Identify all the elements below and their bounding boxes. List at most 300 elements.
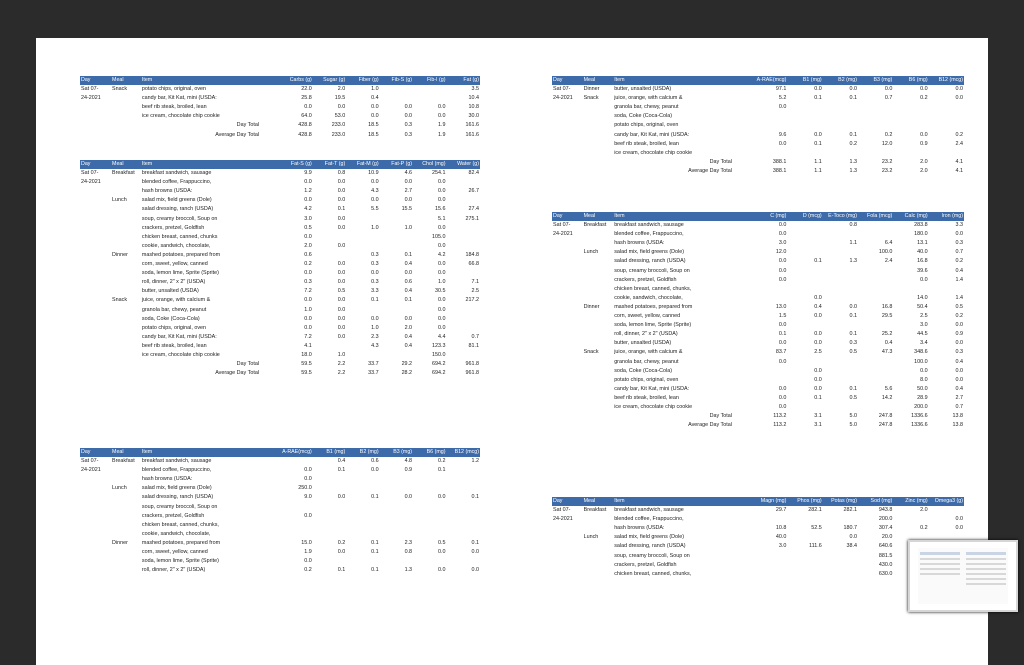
value-cell: 1.3 xyxy=(404,567,413,574)
value-cell: 25.2 xyxy=(881,331,893,338)
value-cell xyxy=(787,149,822,158)
day-cell xyxy=(80,530,111,539)
viewer-top-bar xyxy=(0,0,1024,22)
meal-cell xyxy=(111,187,141,196)
value-cell: 0.0 xyxy=(955,231,963,238)
item-cell: candy bar, Kit Kat, mini (USDA: xyxy=(141,333,217,340)
table-row xyxy=(80,251,480,260)
value-cell: 0.0 xyxy=(955,525,963,532)
value-cell: 0.1 xyxy=(337,206,346,213)
day-cell xyxy=(552,358,583,367)
value-cell: 0.4 xyxy=(884,340,893,347)
value-cell xyxy=(413,557,446,566)
value-cell: 3.4 xyxy=(920,340,928,347)
value-cell: 0.0 xyxy=(404,197,413,204)
value-cell xyxy=(823,267,858,276)
item-cell: mashed potatoes, prepared from xyxy=(614,303,693,310)
value-cell xyxy=(446,233,480,242)
value-cell: 0.6 xyxy=(371,458,379,465)
meal-cell xyxy=(583,421,614,430)
value-cell: 0.1 xyxy=(471,539,479,546)
value-cell: 13.8 xyxy=(952,422,963,429)
value-cell: 4.1 xyxy=(304,342,312,349)
value-cell: 0.7 xyxy=(955,249,963,256)
meal-cell xyxy=(111,548,141,557)
day-cell xyxy=(80,296,111,305)
carbs-fat-table xyxy=(80,76,480,140)
day-cell xyxy=(552,394,583,403)
value-cell: 0.7 xyxy=(471,333,479,340)
meal-cell xyxy=(583,312,614,321)
column-header: Item xyxy=(613,497,738,506)
column-header: Meal xyxy=(111,448,141,457)
value-cell: 0.2 xyxy=(304,567,312,574)
value-cell xyxy=(313,475,346,484)
value-cell: 3.3 xyxy=(371,288,379,295)
table-row xyxy=(80,233,480,242)
day-cell xyxy=(80,131,111,140)
meal-cell: Breakfast xyxy=(583,222,607,229)
value-cell xyxy=(858,121,893,130)
value-cell: 4.1 xyxy=(955,167,963,174)
value-cell: 111.6 xyxy=(809,543,822,550)
item-cell: juice, orange, with calcium & xyxy=(614,95,683,102)
item-cell: crackers, pretzel, Goldfish xyxy=(141,512,205,519)
value-cell xyxy=(446,324,480,333)
day-cell xyxy=(552,303,583,312)
day-cell xyxy=(80,205,111,214)
value-cell: 0.9 xyxy=(404,467,413,474)
value-cell xyxy=(823,294,858,303)
value-cell: 0.0 xyxy=(849,534,858,541)
value-cell xyxy=(380,85,413,94)
value-cell: 2.0 xyxy=(920,507,928,514)
meal-cell xyxy=(111,360,141,369)
meal-cell xyxy=(111,112,141,121)
day-cell: 24-2021 xyxy=(553,516,573,523)
total-row xyxy=(80,369,480,378)
value-cell: 2.5 xyxy=(814,349,822,356)
table-row xyxy=(80,112,480,121)
table-row xyxy=(552,131,964,140)
value-cell: 0.0 xyxy=(920,367,928,374)
value-cell: 0.0 xyxy=(778,403,787,410)
value-cell: 29.7 xyxy=(775,507,787,514)
column-header: D (mcg) xyxy=(787,212,822,221)
value-cell: 0.3 xyxy=(849,340,858,347)
value-cell xyxy=(823,103,858,112)
value-cell: 0.2 xyxy=(884,131,893,138)
value-cell: 2.0 xyxy=(304,242,312,249)
meal-cell: Snack xyxy=(583,95,599,102)
day-cell xyxy=(552,376,583,385)
value-cell xyxy=(446,351,480,360)
value-cell: 0.0 xyxy=(437,104,446,111)
value-cell: 0.0 xyxy=(437,261,446,268)
meal-cell xyxy=(583,394,614,403)
value-cell: 3.0 xyxy=(778,240,787,247)
table-header-row xyxy=(80,448,480,457)
day-cell xyxy=(80,557,111,566)
day-cell xyxy=(80,484,111,493)
item-cell: cookie, sandwich, chocolate, xyxy=(614,294,683,301)
meal-cell xyxy=(583,561,614,570)
item-cell: blended coffee, Frappuccino, xyxy=(614,516,684,523)
value-cell: 2.5 xyxy=(471,288,479,295)
table-row xyxy=(80,566,480,575)
value-cell: 0.0 xyxy=(814,376,822,383)
day-cell xyxy=(552,285,583,294)
table-row xyxy=(80,306,480,315)
table-header-row xyxy=(80,160,480,169)
value-cell: 388.1 xyxy=(772,158,787,165)
item-cell: Day Total xyxy=(709,158,732,165)
column-header: B2 (mg) xyxy=(823,76,858,85)
day-cell xyxy=(80,548,111,557)
value-cell: 5.6 xyxy=(884,385,893,392)
item-cell: beef rib steak, broiled, lean xyxy=(141,104,207,111)
item-cell: crackers, pretzel, Goldfish xyxy=(614,276,677,283)
meal-cell xyxy=(583,552,614,561)
value-cell xyxy=(313,233,346,242)
value-cell xyxy=(858,321,893,330)
value-cell xyxy=(413,512,446,521)
value-cell: 28.2 xyxy=(401,370,413,377)
meal-cell xyxy=(111,224,141,233)
value-cell: 0.0 xyxy=(778,340,787,347)
value-cell: 33.7 xyxy=(368,361,379,368)
value-cell: 7.2 xyxy=(304,288,312,295)
value-cell xyxy=(858,403,893,412)
day-cell xyxy=(80,324,111,333)
item-cell: potato chips, original, oven xyxy=(614,376,679,383)
value-cell xyxy=(787,570,822,579)
value-cell: 100.0 xyxy=(914,358,928,365)
value-cell xyxy=(738,121,787,130)
meal-cell xyxy=(111,530,141,539)
column-header: Item xyxy=(613,76,738,85)
value-cell: 0.0 xyxy=(955,322,963,329)
column-header: Fola (mcg) xyxy=(858,212,893,221)
column-header: Day xyxy=(552,212,583,221)
meal-cell: Snack xyxy=(112,297,128,304)
item-cell: candy bar, Kit Kat, mini (USDA: xyxy=(614,385,690,392)
value-cell: 0.2 xyxy=(304,261,312,268)
value-cell: 0.5 xyxy=(437,539,446,546)
meal-cell xyxy=(111,278,141,287)
page-thumbnail-navigator[interactable] xyxy=(908,540,1018,612)
value-cell: 26.7 xyxy=(468,188,479,195)
value-cell: 22.0 xyxy=(301,86,312,93)
meal-cell xyxy=(111,493,141,502)
day-cell xyxy=(80,269,111,278)
meal-cell xyxy=(583,542,614,551)
value-cell: 2.0 xyxy=(920,167,928,174)
value-cell: 82.4 xyxy=(468,170,479,177)
value-cell: 0.1 xyxy=(849,95,858,102)
value-cell xyxy=(380,233,413,242)
value-cell xyxy=(413,94,446,103)
value-cell: 47.3 xyxy=(881,349,893,356)
value-cell: 15.6 xyxy=(434,206,446,213)
value-cell: 0.0 xyxy=(920,276,928,283)
value-cell: 4.2 xyxy=(437,251,446,258)
value-cell: 0.0 xyxy=(920,131,928,138)
item-cell: salad dressing, ranch (USDA) xyxy=(614,543,686,550)
value-cell xyxy=(858,358,893,367)
value-cell: 0.4 xyxy=(404,342,413,349)
day-cell xyxy=(80,242,111,251)
value-cell xyxy=(858,230,893,239)
value-cell: 0.0 xyxy=(955,340,963,347)
day-cell xyxy=(552,412,583,421)
value-cell: 0.0 xyxy=(371,315,379,322)
item-cell: butter, unsalted (USDA) xyxy=(614,340,672,347)
nutrition-table xyxy=(80,448,480,575)
meal-cell: Lunch xyxy=(112,485,127,492)
value-cell: 282.1 xyxy=(808,507,822,514)
day-cell xyxy=(552,103,583,112)
value-cell: 0.0 xyxy=(920,86,928,93)
value-cell: 23.2 xyxy=(881,158,893,165)
day-cell xyxy=(80,251,111,260)
item-cell: ice cream, chocolate chip cookie xyxy=(141,113,220,120)
meal-cell xyxy=(111,351,141,360)
vitamins-b-continued-table xyxy=(552,76,964,176)
value-cell xyxy=(413,484,446,493)
column-header: Meal xyxy=(583,212,614,221)
value-cell xyxy=(380,475,413,484)
value-cell: 0.2 xyxy=(849,140,858,147)
value-cell: 1.4 xyxy=(955,276,963,283)
value-cell xyxy=(893,121,928,130)
item-cell: ice cream, chocolate chip cookie xyxy=(614,149,693,156)
value-cell: 4.3 xyxy=(371,188,379,195)
meal-cell xyxy=(111,178,141,187)
day-cell xyxy=(80,360,111,369)
value-cell: 1.2 xyxy=(304,188,312,195)
meal-cell xyxy=(111,287,141,296)
item-cell: soup, creamy broccoli, Soup on xyxy=(614,267,690,274)
table-row xyxy=(80,224,480,233)
value-cell: 0.8 xyxy=(849,222,858,229)
value-cell xyxy=(787,230,822,239)
meal-cell xyxy=(111,466,141,475)
day-cell: Sat 07- xyxy=(553,222,571,229)
meal-cell: Breakfast xyxy=(112,458,135,465)
value-cell xyxy=(413,521,446,530)
meal-cell: Lunch xyxy=(112,197,127,204)
item-cell: juice, orange, with calcium & xyxy=(614,349,683,356)
table-row xyxy=(80,242,480,251)
value-cell: 0.5 xyxy=(337,288,346,295)
total-row xyxy=(552,167,964,176)
value-cell: 10.8 xyxy=(775,525,787,532)
day-cell xyxy=(552,312,583,321)
value-cell xyxy=(313,521,346,530)
table-row xyxy=(552,103,964,112)
value-cell: 0.1 xyxy=(849,331,858,338)
column-header: Fat (g) xyxy=(446,76,480,85)
minerals-omega-table xyxy=(552,497,964,579)
column-header: B3 (mg) xyxy=(858,76,893,85)
item-cell: breakfast sandwich, sausage xyxy=(141,170,212,177)
day-cell xyxy=(80,315,111,324)
value-cell: 0.0 xyxy=(337,279,346,286)
day-cell: Sat 07- xyxy=(81,170,99,177)
value-cell xyxy=(929,121,964,130)
table-row xyxy=(552,339,964,348)
value-cell: 0.0 xyxy=(437,179,446,186)
value-cell: 0.0 xyxy=(437,242,446,249)
value-cell: 18.5 xyxy=(368,122,379,129)
meal-cell: Dinner xyxy=(112,251,128,258)
value-cell: 161.6 xyxy=(465,131,479,138)
value-cell: 59.5 xyxy=(301,370,312,377)
value-cell: 5.5 xyxy=(371,206,379,213)
value-cell: 2.2 xyxy=(337,361,346,368)
column-header: Phos (mg) xyxy=(787,497,822,506)
value-cell: 20.0 xyxy=(881,534,893,541)
meal-cell xyxy=(111,121,141,130)
value-cell: 0.3 xyxy=(404,122,413,129)
column-header: Day xyxy=(552,76,583,85)
day-cell xyxy=(552,321,583,330)
item-cell: butter, unsalted (USDA) xyxy=(614,86,672,93)
value-cell: 3.1 xyxy=(814,422,822,429)
column-header: A-RAE(mcg) xyxy=(738,76,787,85)
item-cell: granola bar, chewy, peanut xyxy=(614,358,679,365)
value-cell xyxy=(313,251,346,260)
item-cell: potato chips, original, oven xyxy=(614,122,679,129)
value-cell: 0.1 xyxy=(778,331,787,338)
value-cell: 961.8 xyxy=(465,370,479,377)
value-cell: 50.0 xyxy=(917,385,928,392)
value-cell: 0.1 xyxy=(337,467,346,474)
value-cell: 12.0 xyxy=(881,140,893,147)
meal-cell xyxy=(583,131,614,140)
value-cell xyxy=(787,239,822,248)
day-cell: Sat 07- xyxy=(81,86,99,93)
value-cell xyxy=(265,457,313,466)
column-header: Sugar (g) xyxy=(313,76,346,85)
value-cell: 283.8 xyxy=(914,222,928,229)
column-header: Meal xyxy=(111,76,141,85)
value-cell: 0.0 xyxy=(337,324,346,331)
meal-cell: Breakfast xyxy=(112,170,135,177)
value-cell: 5.0 xyxy=(849,422,858,429)
value-cell: 0.0 xyxy=(404,104,413,111)
value-cell: 30.0 xyxy=(468,113,479,120)
day-cell xyxy=(80,287,111,296)
meal-cell xyxy=(583,267,614,276)
value-cell: 4.2 xyxy=(304,206,312,213)
table-row xyxy=(552,285,964,294)
item-cell: salad mix, field greens (Dole) xyxy=(141,197,212,204)
table-row xyxy=(552,552,964,561)
value-cell: 0.6 xyxy=(304,251,312,258)
value-cell: 4.6 xyxy=(404,170,413,177)
value-cell xyxy=(313,342,346,351)
vitamins-minerals-table xyxy=(552,212,964,430)
value-cell: 0.0 xyxy=(337,261,346,268)
value-cell: 0.0 xyxy=(778,258,787,265)
value-cell: 0.0 xyxy=(778,394,787,401)
item-cell: granola bar, chewy, peanut xyxy=(141,306,207,313)
value-cell: 0.0 xyxy=(849,86,858,93)
value-cell: 3.0 xyxy=(304,215,312,222)
meal-cell xyxy=(583,524,614,533)
column-header: A-RAE(mcg) xyxy=(265,448,313,457)
value-cell xyxy=(265,521,313,530)
column-header: Meal xyxy=(583,76,614,85)
value-cell: 1.1 xyxy=(814,158,822,165)
value-cell xyxy=(929,285,964,294)
meal-cell xyxy=(583,239,614,248)
value-cell xyxy=(823,561,858,570)
value-cell: 0.4 xyxy=(404,261,413,268)
value-cell: 0.0 xyxy=(371,197,379,204)
column-header: Fat-M (g) xyxy=(346,160,379,169)
value-cell: 12.0 xyxy=(775,249,787,256)
value-cell xyxy=(446,224,480,233)
value-cell xyxy=(446,315,480,324)
value-cell: 0.0 xyxy=(371,113,379,120)
value-cell: 0.0 xyxy=(337,549,346,556)
value-cell: 4.3 xyxy=(371,342,379,349)
item-cell: blended coffee, Frappuccino, xyxy=(141,467,212,474)
value-cell xyxy=(446,484,480,493)
value-cell xyxy=(413,85,446,94)
meal-cell xyxy=(111,521,141,530)
column-header: Day xyxy=(80,160,111,169)
meal-cell: Dinner xyxy=(112,539,128,546)
table-row xyxy=(80,196,480,205)
column-header: Meal xyxy=(583,497,614,506)
table-row xyxy=(80,512,480,521)
value-cell: 254.1 xyxy=(431,170,446,177)
value-cell: 180.0 xyxy=(914,231,928,238)
value-cell xyxy=(787,121,822,130)
value-cell xyxy=(893,103,928,112)
day-cell xyxy=(552,121,583,130)
value-cell: 97.1 xyxy=(775,86,787,93)
value-cell: 0.7 xyxy=(884,95,893,102)
value-cell: 0.0 xyxy=(304,512,312,519)
column-header: B6 (mg) xyxy=(413,448,446,457)
total-row xyxy=(552,158,964,167)
total-row xyxy=(80,131,480,140)
value-cell: 0.0 xyxy=(437,549,446,556)
value-cell: 0.9 xyxy=(920,140,928,147)
meal-cell xyxy=(583,385,614,394)
item-cell: soda, Coke (Coca-Cola) xyxy=(614,113,673,120)
column-header: B3 (mg) xyxy=(380,448,413,457)
day-cell xyxy=(80,196,111,205)
value-cell xyxy=(823,112,858,121)
value-cell: 0.5 xyxy=(849,394,858,401)
value-cell xyxy=(346,475,379,484)
table-row xyxy=(552,367,964,376)
column-header: Day xyxy=(552,497,583,506)
column-header: Carbs (g) xyxy=(265,76,313,85)
value-cell: 0.4 xyxy=(371,95,379,102)
value-cell xyxy=(446,269,480,278)
meal-cell xyxy=(583,276,614,285)
item-cell: crackers, pretzel, Goldfish xyxy=(614,561,677,568)
item-cell: crackers, pretzel, Goldfish xyxy=(141,224,205,231)
value-cell xyxy=(380,503,413,512)
